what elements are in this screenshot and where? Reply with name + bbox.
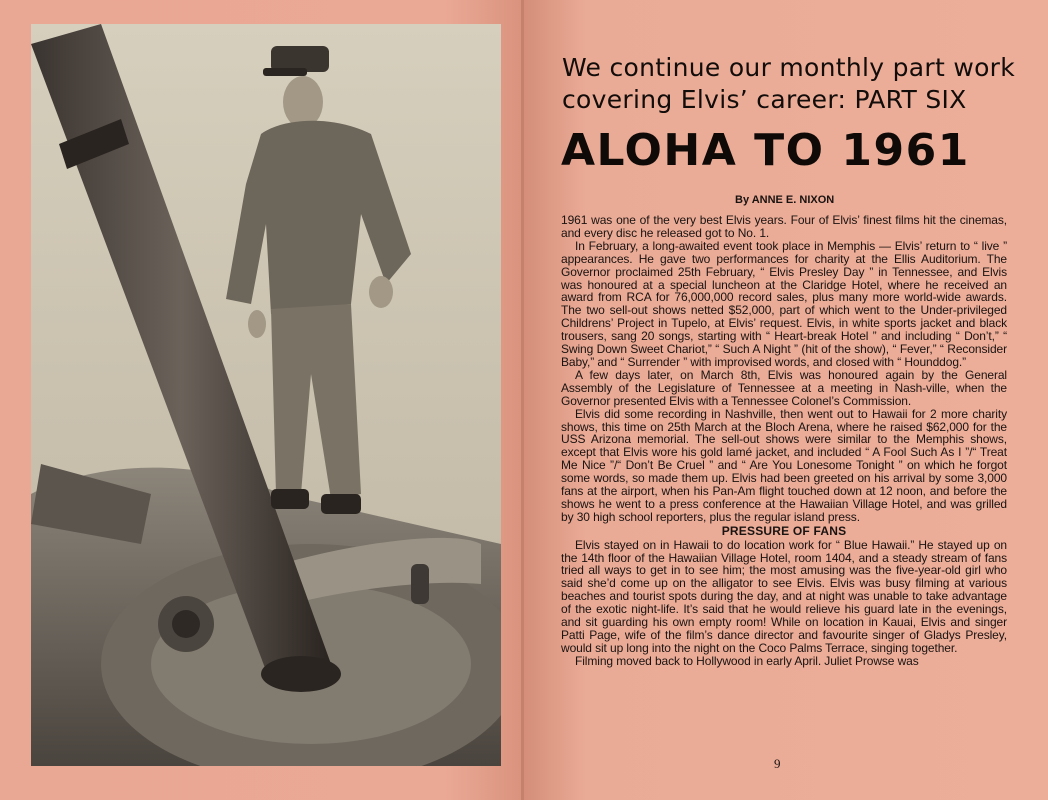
article-paragraph: In February, a long-awaited event took place in Memphis — Elvis’ return to “ live ” appearances. He gave two performances for charity at the Ellis Auditorium. The Governor proclaimed 25th February, “ Elvis Presley Day ” in Tennessee, and Elvis was honoured at a special luncheon at the Claridge Hotel, where he received an award from RCA for 76,000,000 record sales, plus many more world-wide awards. The two sell-out shows netted $52,000, part of which went to the Under-privileged Childrens’ Project in Tupelo, at Elvis’ request. Elvis, in white sports jacket and black trousers, sang 20 songs, starting with “ Heart-break Hotel ” and including “ Don’t,” “ Swing Down Sweet Chariot,” “ Such A Night ” (hit of the show), “ Fever,” “ Reconsider Baby,” and “ Surrender ” with improvised words, and closed with “ Hounddog.” (561, 238, 1007, 369)
article-paragraph: A few days later, on March 8th, Elvis was honoured again by the General Assembly of the Legislature of Tennessee at a meeting in Nash-ville, when the Governor presented Elvis with a Tennessee Colonel’s Commission. (561, 367, 1007, 408)
article-body (561, 214, 1007, 754)
headline-line-2: covering Elvis’ career: PART SIX (562, 85, 967, 114)
page-number: 9 (774, 756, 781, 771)
article-paragraph: Filming moved back to Hollywood in early April. Juliet Prowse was (575, 653, 919, 668)
photo-elvis-on-tank (31, 24, 501, 766)
article-paragraph: Elvis stayed on in Hawaii to do location work for “ Blue Hawaii.” He stayed up on the 14th floor of the Hawaiian Village Hotel, room 1404, and a steady stream of fans tried all ways to get in to see him; the most amusing was the five-year-old girl who said she’d come up on the alligator to see Elvis. Elvis was busy filming at various beaches and tourist spots during the day, and at night was unable to take advantage of the exotic night-life. It’s said that he would relieve his guard late in the evenings, and sit guarding his own empty room! While on location in Kauai, Elvis and singer Patti Page, wife of the film’s dance director and favourite singer of Gladys Presley, would sit up long into the night on the Coco Palms Terrace, singing together. (561, 537, 1007, 655)
series-headline (562, 52, 1022, 116)
byline: By ANNE E. NIXON (735, 194, 835, 206)
article-subheading: PRESSURE OF FANS (721, 523, 847, 538)
article-paragraph: Elvis did some recording in Nashville, then went out to Hawaii for 2 more charity shows, this time on 25th March at the Bloch Arena, where he raised $62,000 for the USS Arizona memorial. The sell-out shows were similar to the Memphis shows, except that Elvis wore his gold lamé jacket, and included “ A Fool Such As I ”/“ Treat Me Nice ”/“ Don’t Be Cruel ” and “ Are You Lonesome Tonight ” on which he forgot some words, so made them up. Elvis had been greeted on his arrival by some 3,000 fans at the airport, when his Pan-Am flight touched down at 12 noon, and before the shows he went to a press conference at the Hawaiian Village Hotel, and was grilled by 30 high school reporters, plus the regular island press. (561, 406, 1007, 524)
headline-line-1: We continue our monthly part work (562, 53, 1016, 82)
article-title: ALOHA TO 1961 (561, 125, 970, 176)
article-paragraph: 1961 was one of the very best Elvis years. Four of Elvis’ finest films hit the cinemas, and every disc he released got to No. 1. (561, 213, 1007, 240)
